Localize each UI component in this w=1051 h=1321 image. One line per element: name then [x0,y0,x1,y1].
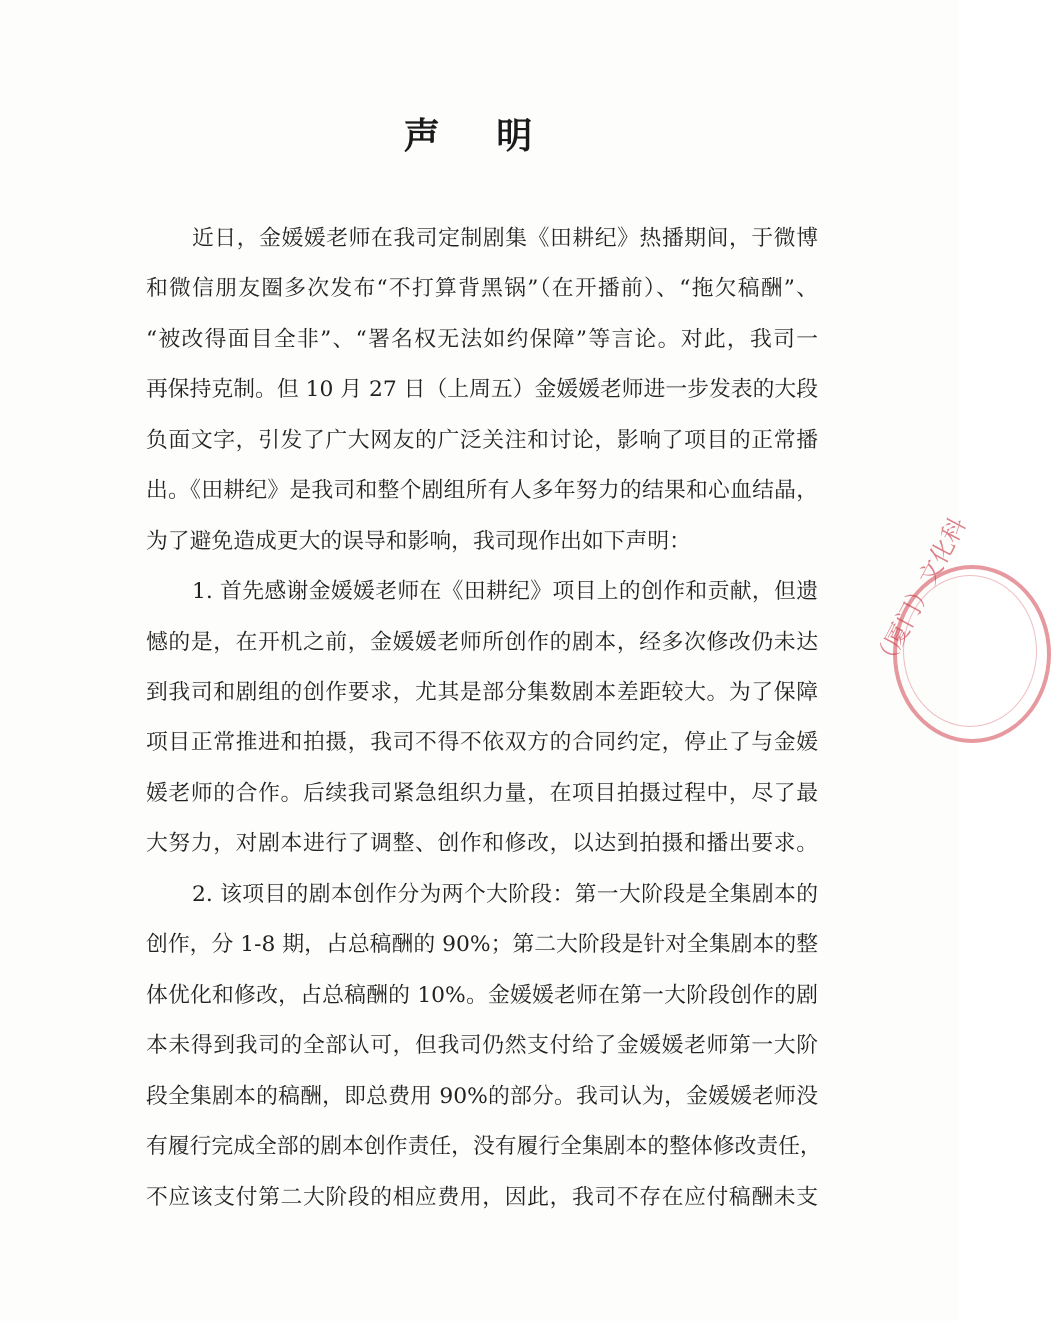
body-line: 项目正常推进和拍摄，我司不得不依双方的合同约定，停止了与金媛 [146,730,818,755]
body-line: 本未得到我司的全部认可，但我司仍然支付给了金媛媛老师第一大阶 [146,1033,818,1058]
body-line: 为了避免造成更大的误导和影响，我司现作出如下声明： [146,529,691,554]
body-line: 媛老师的合作。后续我司紧急组织力量，在项目拍摄过程中，尽了最 [146,781,818,806]
body-line: 2. 该项目的剧本创作分为两个大阶段：第一大阶段是全集剧本的 [192,882,818,907]
body-line: 1. 首先感谢金媛媛老师在《田耕纪》项目上的创作和贡献，但遗 [192,579,818,604]
document-title: 声 明 [403,115,555,157]
body-line: 不应该支付第二大阶段的相应费用，因此，我司不存在应付稿酬未支 [146,1185,818,1210]
body-line: 憾的是，在开机之前，金媛媛老师所创作的剧本，经多次修改仍未达 [146,630,818,655]
body-line: “被改得面目全非”、“署名权无法如约保障”等言论。对此，我司一 [146,327,818,352]
body-line: 段全集剧本的稿酬，即总费用 90%的部分。我司认为，金媛媛老师没 [146,1084,818,1109]
body-line: 创作，分 1-8 期，占总稿酬的 90%；第二大阶段是针对全集剧本的整 [146,932,818,957]
body-line: 和微信朋友圈多次发布“不打算背黑锅”（在开播前）、“拖欠稿酬”、 [146,276,818,301]
body-line: 近日，金媛媛老师在我司定制剧集《田耕纪》热播期间，于微博 [192,226,818,251]
body-line: 负面文字，引发了广大网友的广泛关注和讨论，影响了项目的正常播 [146,428,818,453]
company-seal-text: （厦门）文化科 [868,512,972,675]
body-line: 体优化和修改，占总稿酬的 10%。金媛媛老师在第一大阶段创作的剧 [146,983,818,1008]
body-line: 大努力，对剧本进行了调整、创作和修改，以达到拍摄和播出要求。 [146,831,818,856]
body-line: 再保持克制。但 10 月 27 日（上周五）金媛媛老师进一步发表的大段 [146,377,818,402]
body-line: 到我司和剧组的创作要求，尤其是部分集数剧本差距较大。为了保障 [146,680,818,705]
body-line: 出。《田耕纪》是我司和整个剧组所有人多年努力的结果和心血结晶， [146,478,818,503]
body-line: 有履行完成全部的剧本创作责任，没有履行全集剧本的整体修改责任， [146,1134,822,1159]
